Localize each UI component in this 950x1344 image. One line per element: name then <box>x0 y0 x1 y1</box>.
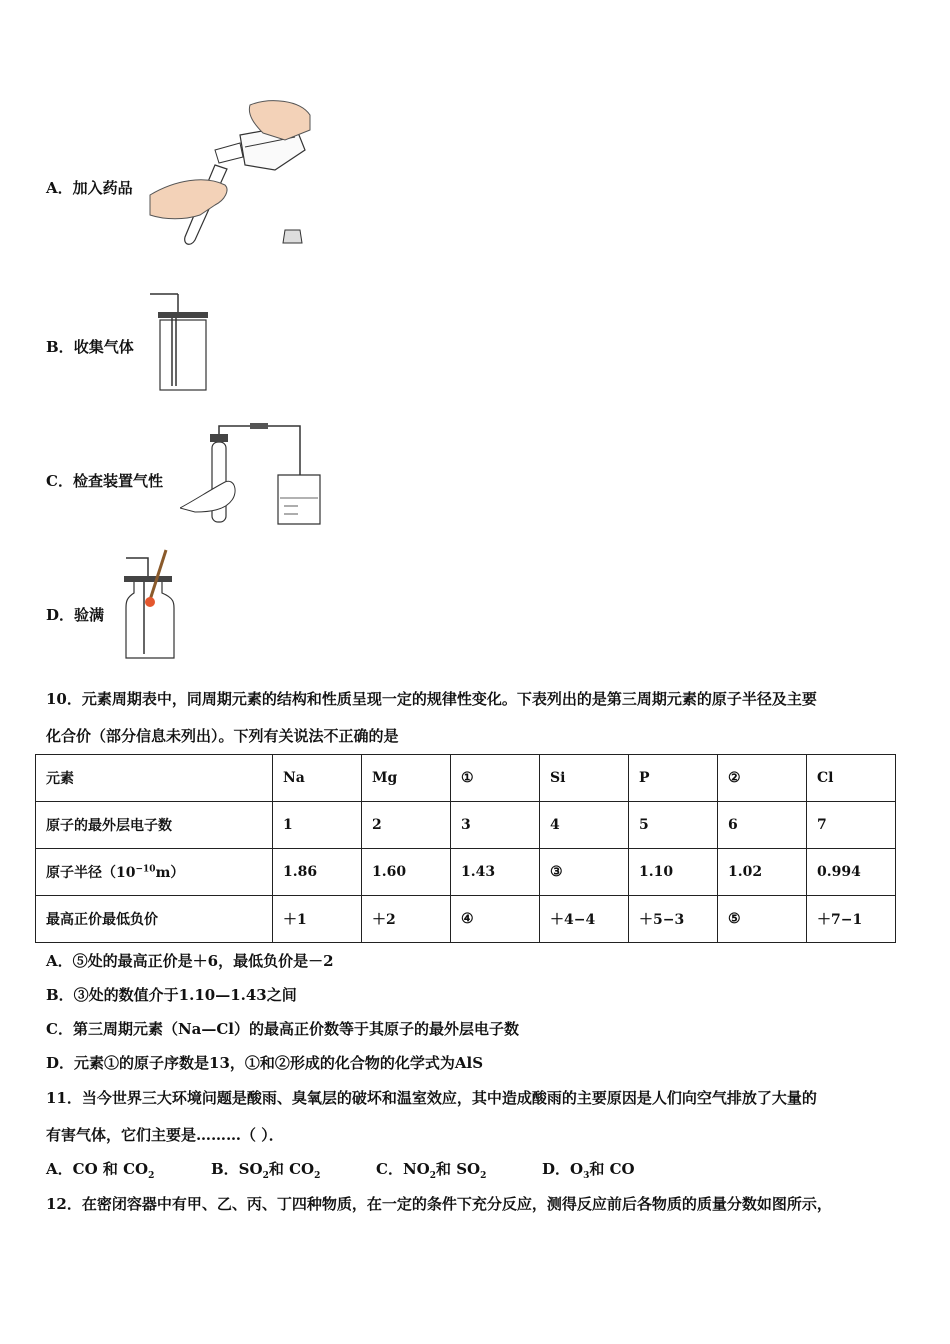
q11-option-c-text: C．NO <box>376 1160 430 1178</box>
q9-option-a-text: 加入药品 <box>72 179 133 197</box>
q11-stem-line1: 11．当今世界三大环境问题是酸雨、臭氧层的破坏和温室效应，其中造成酸雨的主要原因是人们向空气排放了大量的 <box>46 1089 817 1107</box>
q10-option-c: C．第三周期元素（Na—Cl）的最高正价数等于其原子的最外层电子数 <box>46 1020 520 1038</box>
q11-stem-line2: 有害气体，它们主要是………（ ）． <box>46 1126 284 1144</box>
q9-option-b <box>46 336 134 357</box>
table-cell: 3 <box>451 802 540 849</box>
table-cell: 1.02 <box>718 849 807 896</box>
table-cell: 1.43 <box>451 849 540 896</box>
q11-option-b-text: B．SO <box>211 1160 263 1178</box>
table-cell: 1.60 <box>362 849 451 896</box>
q9-option-d-text: 验满 <box>74 606 105 624</box>
table-cell: 2 <box>362 802 451 849</box>
q9-option-d <box>46 604 104 625</box>
q11-option-c-sub2: 2 <box>480 1171 487 1181</box>
table-row <box>36 849 896 896</box>
q11-option-a-text: A．CO 和 CO <box>46 1160 149 1178</box>
q9-option-c-text: 检查装置气性 <box>72 472 163 490</box>
q9-option-c <box>46 470 163 491</box>
table-cell: ＋2 <box>362 896 451 943</box>
radius-header-pre: 原子半径（10 <box>46 865 136 881</box>
table-cell: ⑤ <box>718 896 807 943</box>
table-row-header: 最高正价最低负价 <box>36 896 273 943</box>
table-cell: ② <box>718 755 807 802</box>
full-check-figure <box>118 548 180 662</box>
table-cell: ＋1 <box>273 896 362 943</box>
q9-option-d-letter: D． <box>46 606 75 624</box>
table-cell: Cl <box>807 755 896 802</box>
table-row <box>36 755 896 802</box>
q10-option-b: B．③处的数值介于1.10—1.43之间 <box>46 986 297 1004</box>
q10-stem-line2: 化合价（部分信息未列出）。下列有关说法不正确的是 <box>46 727 399 745</box>
q12-stem-line1: 12．在密闭容器中有甲、乙、丙、丁四种物质，在一定的条件下充分反应，测得反应前后各物质的质量分数如图所示， <box>46 1195 832 1213</box>
q10-option-a: A．⑤处的最高正价是＋6，最低负价是－2 <box>46 952 334 970</box>
q11-option-c <box>376 1158 486 1181</box>
table-cell: ＋5−3 <box>629 896 718 943</box>
table-cell: 0.994 <box>807 849 896 896</box>
table-cell: 1 <box>273 802 362 849</box>
table-cell: Na <box>273 755 362 802</box>
periodic-table <box>35 754 896 943</box>
q11-option-a <box>46 1158 154 1181</box>
q9-option-a-letter: A． <box>46 179 73 197</box>
q9-option-a <box>46 177 133 198</box>
q10-stem-line1: 10．元素周期表中，同周期元素的结构和性质呈现一定的规律性变化。下表列出的是第三周期元素的原子半径及主要 <box>46 690 817 708</box>
q11-option-d-sub: 3 <box>583 1171 590 1181</box>
table-cell: 1.10 <box>629 849 718 896</box>
table-cell: Mg <box>362 755 451 802</box>
q11-option-b-sub2: 2 <box>314 1171 321 1181</box>
table-cell: ① <box>451 755 540 802</box>
table-cell: ③ <box>540 849 629 896</box>
q9-option-b-letter: B． <box>46 338 74 356</box>
table-row-header <box>36 849 273 896</box>
table-row <box>36 896 896 943</box>
table-cell: 7 <box>807 802 896 849</box>
table-cell: 6 <box>718 802 807 849</box>
airtightness-check-figure <box>180 420 325 528</box>
table-cell: P <box>629 755 718 802</box>
q11-option-d <box>542 1158 635 1181</box>
table-cell: ＋7−1 <box>807 896 896 943</box>
table-row-header: 元素 <box>36 755 273 802</box>
table-cell: ④ <box>451 896 540 943</box>
q11-option-d-text: D．O <box>542 1160 584 1178</box>
table-cell: 4 <box>540 802 629 849</box>
table-row-header: 原子的最外层电子数 <box>36 802 273 849</box>
q11-option-b-sub: 2 <box>262 1171 269 1181</box>
table-cell: Si <box>540 755 629 802</box>
table-cell: 1.86 <box>273 849 362 896</box>
q11-option-a-sub: 2 <box>148 1171 155 1181</box>
pouring-reagent-figure <box>145 95 315 255</box>
table-cell: ＋4−4 <box>540 896 629 943</box>
q10-option-d: D．元素①的原子序数是13，①和②形成的化合物的化学式为AlS <box>46 1054 484 1072</box>
q11-option-b-mid: 和 CO <box>268 1160 315 1178</box>
radius-header-exponent: −10 <box>135 864 156 875</box>
table-cell: 5 <box>629 802 718 849</box>
q11-option-c-sub: 2 <box>429 1171 436 1181</box>
q11-option-b <box>211 1158 320 1181</box>
gas-collection-bottle-figure <box>148 290 213 394</box>
q9-option-b-text: 收集气体 <box>73 338 134 356</box>
q11-option-d-mid: 和 CO <box>589 1160 635 1178</box>
table-row <box>36 802 896 849</box>
radius-header-post: m） <box>155 865 185 881</box>
q9-option-c-letter: C． <box>46 472 73 490</box>
q11-option-c-mid: 和 SO <box>435 1160 481 1178</box>
